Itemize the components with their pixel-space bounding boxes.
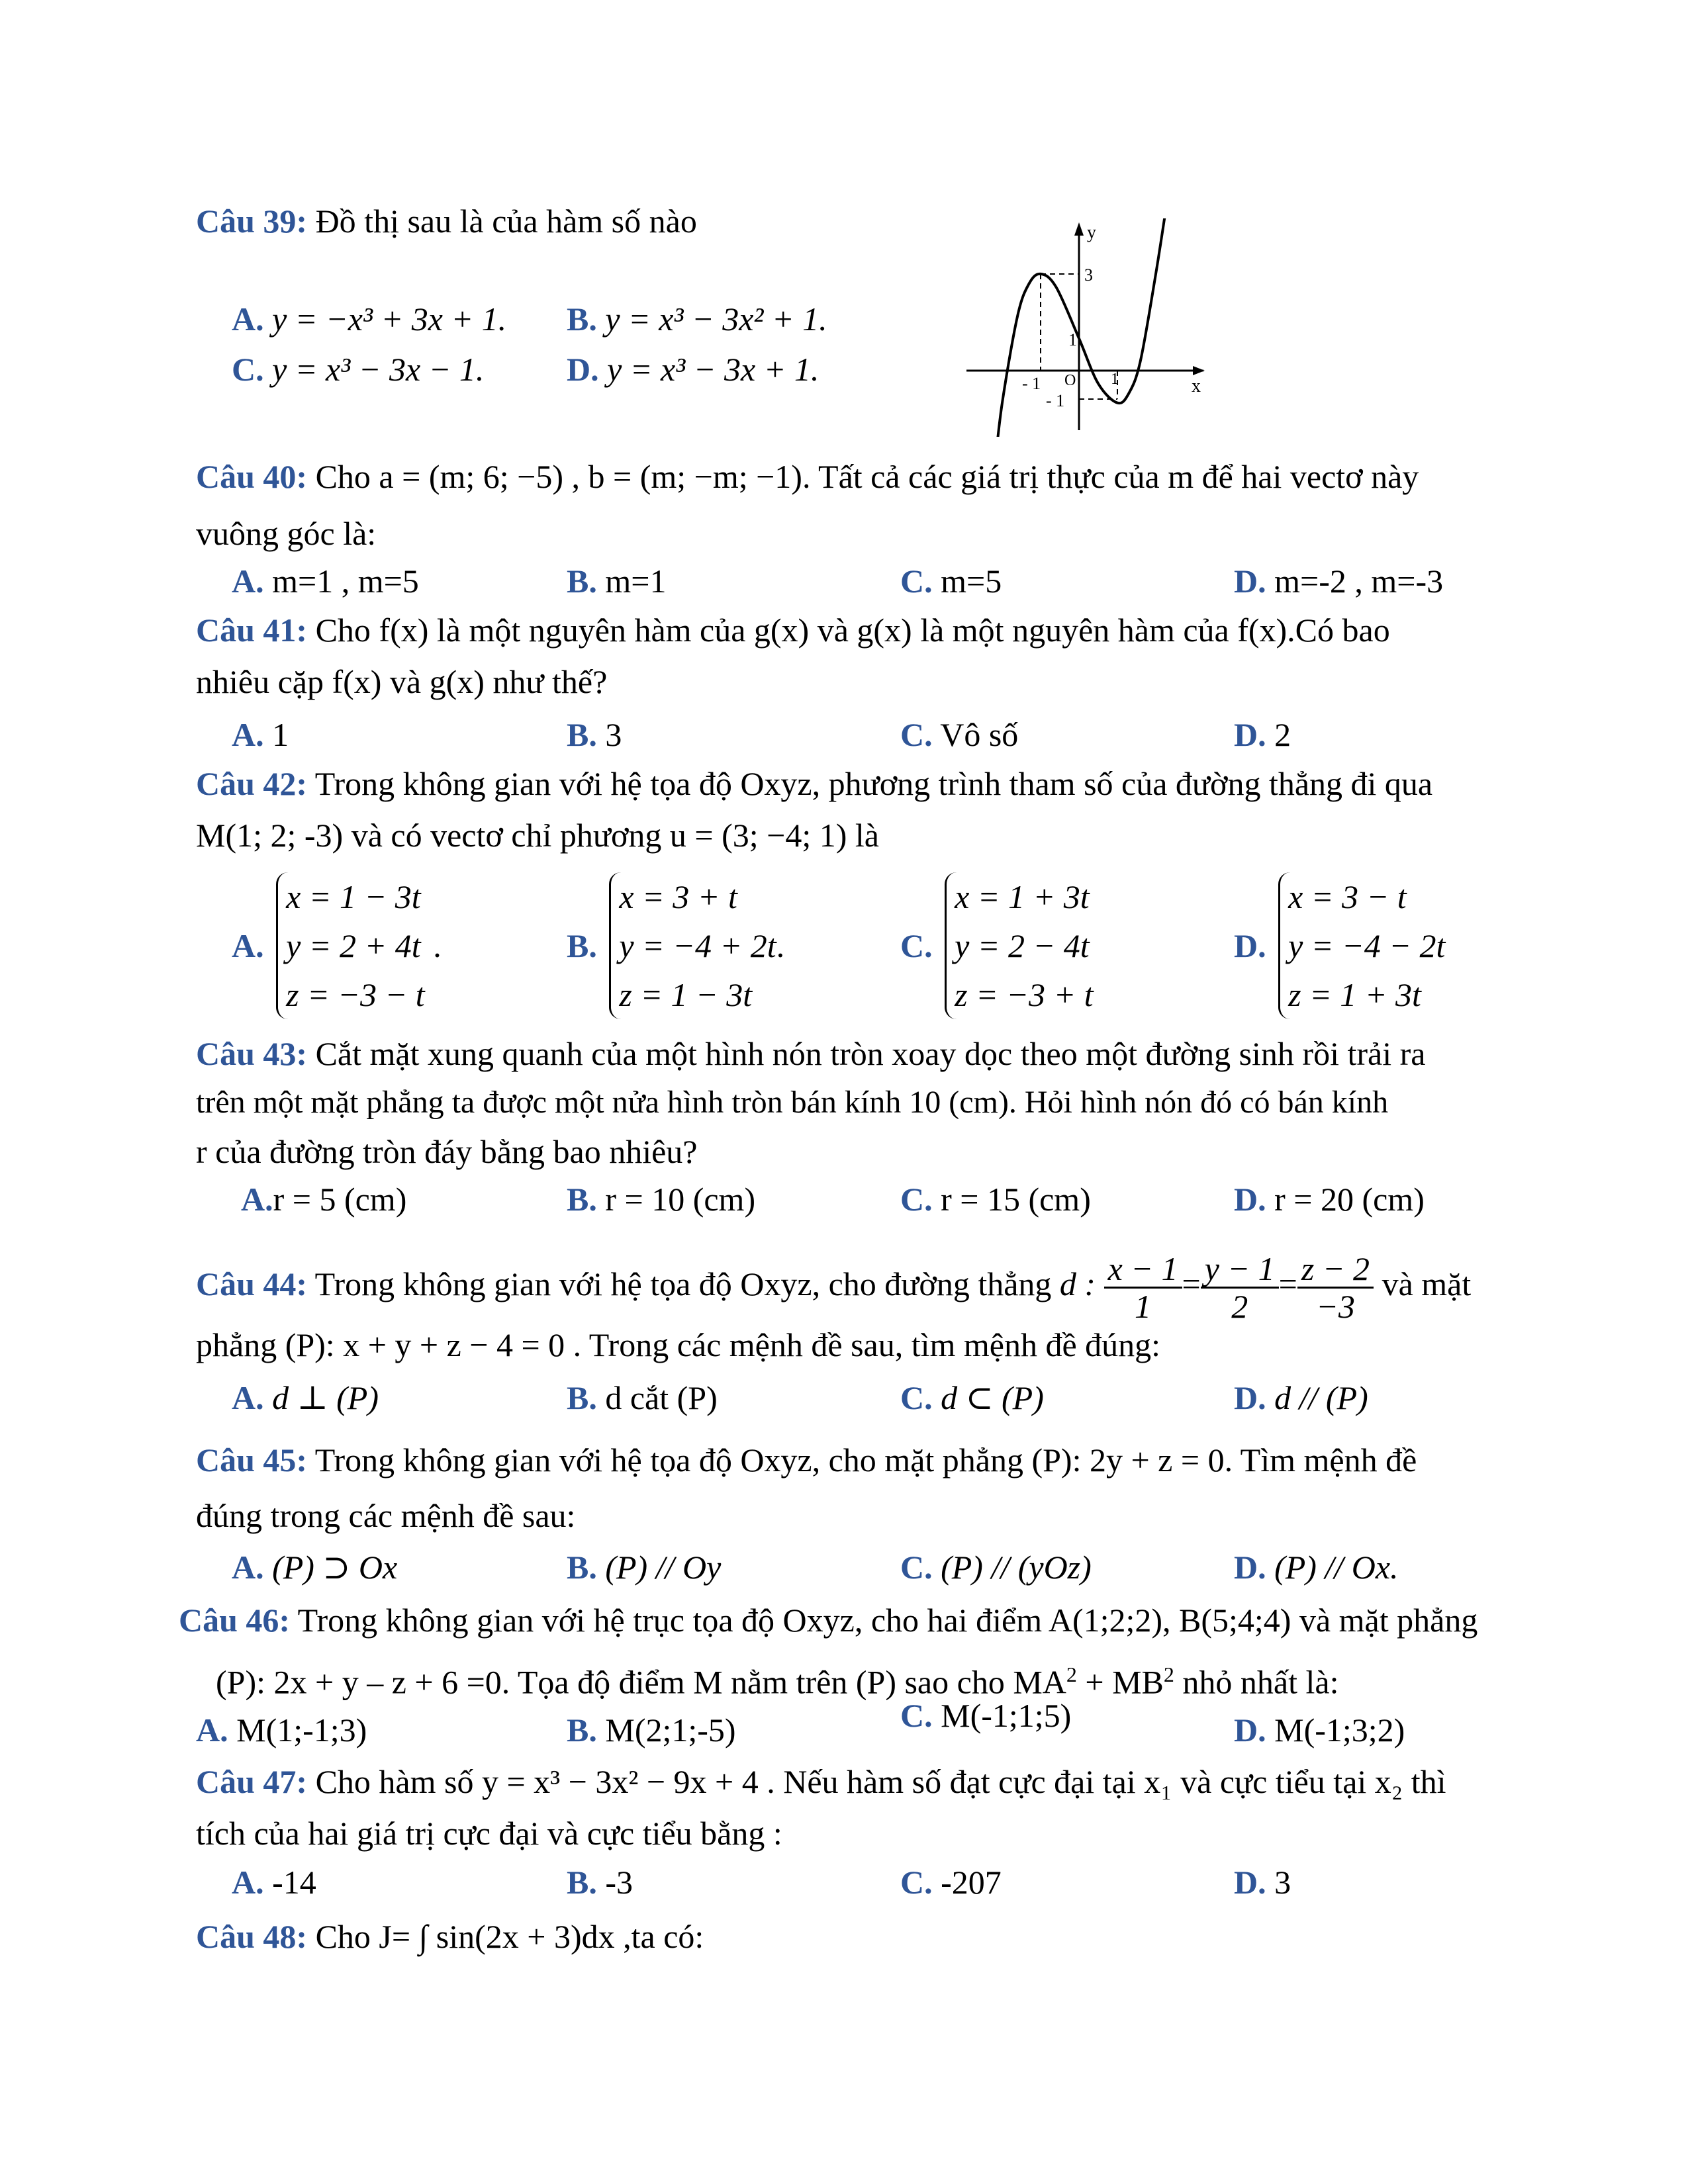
option-letter: C. xyxy=(232,351,264,388)
superscript: 2 xyxy=(1163,1662,1174,1686)
superscript: 2 xyxy=(1066,1662,1077,1686)
option-letter: D. xyxy=(1234,927,1266,964)
option-letter: D. xyxy=(1234,1864,1266,1901)
question-text-line1: Cho hàm số y = x³ − 3x² − 9x + 4 . Nếu hàm số đạt cực đại tại x₁ và cực tiểu tại x₂ thì xyxy=(315,1763,1446,1800)
option-letter: D. xyxy=(567,351,599,388)
q46-option-d[interactable] xyxy=(1234,1710,1405,1750)
question-text: Đồ thị sau là của hàm số nào xyxy=(307,203,697,240)
question-47 xyxy=(196,1762,1446,1801)
question-46 xyxy=(179,1600,1477,1640)
option-value: (P) ⊃ Ox xyxy=(272,1549,398,1586)
option-letter: D. xyxy=(1234,716,1266,753)
equation-system xyxy=(276,872,425,1019)
q47-option-b[interactable] xyxy=(567,1862,633,1902)
option-value: r = 10 (cm) xyxy=(605,1181,756,1218)
q42-option-a[interactable] xyxy=(232,872,442,1019)
question-text-line1: Cho f(x) là một nguyên hàm của g(x) và g(x) là một nguyên hàm của f(x).Có bao xyxy=(315,612,1390,649)
question-45 xyxy=(196,1440,1417,1480)
option-value: 3 xyxy=(596,716,622,753)
q47-option-c[interactable] xyxy=(900,1862,1002,1902)
equals-sign: = xyxy=(1182,1265,1201,1302)
question-label: Câu 46: xyxy=(179,1602,291,1639)
option-value: M(-1;1;5) xyxy=(932,1697,1072,1734)
option-value: -14 xyxy=(263,1864,316,1901)
option-letter: C. xyxy=(900,563,933,600)
equation-system xyxy=(945,872,1094,1019)
fraction-numerator: x − 1 xyxy=(1104,1251,1182,1289)
option-letter: C. xyxy=(900,716,933,753)
q41-option-c[interactable] xyxy=(900,715,1018,754)
question-label: Câu 42: xyxy=(196,765,308,802)
equation-x: x = 1 + 3t xyxy=(955,878,1090,915)
question-text-line1: Trong không gian với hệ trục tọa độ Oxyz, cho hai điểm A(1;2;2), B(5;4;4) và mặt phẳng xyxy=(290,1602,1478,1639)
question-44 xyxy=(196,1244,1471,1324)
tick-label-1-y: 1 xyxy=(1068,330,1077,349)
equation-x: x = 3 + t xyxy=(619,878,737,915)
q47-option-d[interactable] xyxy=(1234,1862,1291,1902)
equation-z: z = −3 + t xyxy=(955,976,1094,1013)
tick-label-neg1-y: - 1 xyxy=(1046,391,1065,410)
q39-option-a[interactable] xyxy=(232,299,506,339)
question-text-line1: Cho a = (m; 6; −5) , b = (m; −m; −1). Tất cả các giá trị thực của m để hai vectơ này xyxy=(315,458,1419,495)
option-value: 1 xyxy=(263,716,289,753)
question-43 xyxy=(196,1034,1425,1073)
option-value: -3 xyxy=(596,1864,633,1901)
question-40 xyxy=(196,457,1419,496)
question-label: Câu 45: xyxy=(196,1441,308,1479)
option-value: r = 5 (cm) xyxy=(273,1181,407,1218)
equation-x: x = 1 − 3t xyxy=(286,878,421,915)
origin-label: O xyxy=(1064,372,1076,389)
option-value: y = x³ − 3x − 1. xyxy=(272,351,485,388)
question-39 xyxy=(196,201,697,241)
option-letter: D. xyxy=(1234,1549,1266,1586)
y-axis-arrow xyxy=(1074,222,1084,236)
option-letter: B. xyxy=(567,1181,597,1218)
fraction-denominator: 2 xyxy=(1231,1288,1248,1326)
q45-option-d[interactable] xyxy=(1234,1547,1399,1587)
q42-option-d[interactable] xyxy=(1234,872,1445,1019)
question-label: Câu 41: xyxy=(196,612,308,649)
option-letter: A. xyxy=(232,716,264,753)
question-43-line3: r của đường tròn đáy bằng bao nhiêu? xyxy=(196,1133,698,1170)
option-letter: C. xyxy=(900,1549,933,1586)
option-value: m=5 xyxy=(932,563,1002,600)
option-value: (P) // (yOz) xyxy=(941,1549,1092,1586)
axis-label-x: x xyxy=(1192,376,1201,396)
option-letter: C. xyxy=(900,1379,933,1416)
fraction-numerator: y − 1 xyxy=(1201,1251,1279,1289)
option-value: y = x³ − 3x + 1. xyxy=(607,351,820,388)
q47-option-a[interactable] xyxy=(232,1862,316,1902)
option-value: d cắt (P) xyxy=(596,1379,718,1416)
q41-option-a[interactable] xyxy=(232,715,289,754)
q42-option-b[interactable] xyxy=(567,872,784,1019)
option-letter: A. xyxy=(241,1181,273,1218)
option-letter: B. xyxy=(567,716,597,753)
option-value: m=1 , m=5 xyxy=(263,563,419,600)
question-label: Câu 47: xyxy=(196,1763,308,1800)
equation-z: z = −3 − t xyxy=(286,976,425,1013)
option-value: Vô số xyxy=(932,716,1019,753)
option-tail: . xyxy=(776,927,785,964)
q46-option-c[interactable] xyxy=(900,1696,1071,1735)
question-47-line2: tích của hai giá trị cực đại và cực tiểu bằng : xyxy=(196,1815,782,1852)
option-letter: C. xyxy=(900,1697,933,1734)
option-value: (P) // Ox. xyxy=(1274,1549,1399,1586)
equals-sign: = xyxy=(1278,1265,1297,1302)
q39-option-d[interactable] xyxy=(567,349,819,389)
option-value: r = 15 (cm) xyxy=(941,1181,1091,1218)
q44-option-a[interactable] xyxy=(232,1378,379,1418)
question-text-line1: Cắt mặt xung quanh của một hình nón tròn xoay dọc theo một đường sinh rồi trải ra xyxy=(315,1035,1426,1072)
question-46-line2 xyxy=(216,1655,1338,1702)
cubic-curve xyxy=(994,218,1167,437)
fraction-y xyxy=(1201,1251,1279,1324)
question-40-line2: vuông góc là: xyxy=(196,515,377,552)
equation-y: y = −4 − 2t xyxy=(1288,927,1446,964)
q41-option-d[interactable] xyxy=(1234,715,1291,754)
equation-z: z = 1 + 3t xyxy=(1288,976,1421,1013)
option-value: m=-2 , m=-3 xyxy=(1266,563,1444,600)
option-value: M(-1;3;2) xyxy=(1266,1711,1405,1749)
option-value: M(1;-1;3) xyxy=(228,1711,367,1749)
question-text-line1: Trong không gian với hệ tọa độ Oxyz, cho mặt phẳng (P): 2y + z = 0. Tìm mệnh đề xyxy=(314,1441,1417,1479)
tick-label-neg1-x: - 1 xyxy=(1022,374,1041,393)
question-41-line2: nhiêu cặp f(x) và g(x) như thế? xyxy=(196,663,608,700)
question-text: Cho J= ∫ sin(2x + 3)dx ,ta có: xyxy=(307,1918,704,1955)
question-text-line1: Trong không gian với hệ tọa độ Oxyz, phương trình tham số của đường thẳng đi qua xyxy=(314,765,1433,802)
question-text-part: + MB xyxy=(1076,1663,1164,1701)
question-text-part: nhỏ nhất là: xyxy=(1174,1663,1339,1701)
option-letter: A. xyxy=(232,563,264,600)
q44-option-c[interactable] xyxy=(900,1378,1044,1418)
option-value: d // (P) xyxy=(1274,1379,1368,1416)
question-48 xyxy=(196,1917,704,1956)
option-letter: B. xyxy=(567,1711,597,1749)
q46-option-b[interactable] xyxy=(567,1710,736,1750)
tick-label-1-x: 1 xyxy=(1111,371,1119,388)
fraction-z xyxy=(1297,1251,1374,1324)
question-41 xyxy=(196,610,1390,650)
question-43-line2: trên một mặt phẳng ta được một nửa hình tròn bán kính 10 (cm). Hỏi hình nón đó có bán kính xyxy=(196,1085,1389,1120)
question-text-part: (P): 2x + y – z + 6 =0. Tọa độ điểm M nằm trên (P) sao cho MA xyxy=(216,1663,1066,1701)
option-letter: A. xyxy=(232,300,264,338)
option-letter: B. xyxy=(567,1549,597,1586)
equation-y: y = 2 − 4t xyxy=(955,927,1090,964)
option-letter: D. xyxy=(1234,1379,1266,1416)
question-text: Trong không gian với hệ tọa độ Oxyz, cho đường thẳng xyxy=(307,1265,1060,1302)
equation-system xyxy=(609,872,776,1019)
option-letter: B. xyxy=(567,300,597,338)
option-letter: C. xyxy=(900,927,933,964)
question-text-after: và mặt xyxy=(1382,1265,1472,1302)
option-letter: A. xyxy=(196,1711,228,1749)
q40-option-d[interactable] xyxy=(1234,561,1443,601)
option-value: y = −x³ + 3x + 1. xyxy=(272,300,507,338)
option-value: M(2;1;-5) xyxy=(596,1711,736,1749)
option-value: y = x³ − 3x² + 1. xyxy=(605,300,827,338)
q46-option-a[interactable] xyxy=(196,1710,367,1750)
question-label: Câu 48: xyxy=(196,1918,308,1955)
question-label: Câu 40: xyxy=(196,458,308,495)
q45-option-a[interactable] xyxy=(232,1547,397,1587)
option-value: (P) // Oy xyxy=(605,1549,722,1586)
function-graph xyxy=(960,218,1211,437)
option-value: d ⊥ (P) xyxy=(272,1379,379,1416)
fraction-numerator: z − 2 xyxy=(1297,1251,1374,1289)
option-value: -207 xyxy=(932,1864,1002,1901)
q43-option-c[interactable] xyxy=(900,1179,1091,1219)
option-letter: D. xyxy=(1234,1181,1266,1218)
equation-z: z = 1 − 3t xyxy=(619,976,753,1013)
question-42 xyxy=(196,764,1432,803)
line-d-prefix: d : xyxy=(1059,1265,1096,1302)
option-letter: D. xyxy=(1234,563,1266,600)
x-axis-arrow xyxy=(1193,366,1205,375)
q45-option-b[interactable] xyxy=(567,1547,721,1587)
question-45-line2: đúng trong các mệnh đề sau: xyxy=(196,1497,576,1534)
option-letter: C. xyxy=(900,1181,933,1218)
axis-label-y: y xyxy=(1087,222,1096,243)
option-value: 2 xyxy=(1266,716,1291,753)
q39-option-b[interactable] xyxy=(567,299,827,339)
fraction-x xyxy=(1104,1251,1182,1324)
q40-option-c[interactable] xyxy=(900,561,1002,601)
q43-option-d[interactable] xyxy=(1234,1179,1425,1219)
option-value: m=1 xyxy=(596,563,667,600)
option-letter: C. xyxy=(900,1864,933,1901)
option-letter: A. xyxy=(232,1864,264,1901)
option-tail: . xyxy=(424,927,442,964)
q41-option-b[interactable] xyxy=(567,715,622,754)
option-value: r = 20 (cm) xyxy=(1274,1181,1425,1218)
option-letter: B. xyxy=(567,1864,597,1901)
fraction-denominator: −3 xyxy=(1316,1288,1355,1326)
q43-option-b[interactable] xyxy=(567,1179,755,1219)
option-letter: A. xyxy=(232,1549,264,1586)
fraction-denominator: 1 xyxy=(1135,1288,1152,1326)
q39-option-c[interactable] xyxy=(232,349,484,389)
option-letter: A. xyxy=(232,927,264,964)
option-letter: D. xyxy=(1234,1711,1266,1749)
q43-option-a[interactable] xyxy=(241,1179,406,1219)
option-letter: B. xyxy=(567,563,597,600)
equation-y: y = −4 + 2t xyxy=(619,927,776,964)
option-letter: B. xyxy=(567,927,597,964)
tick-label-3: 3 xyxy=(1084,265,1093,285)
option-value: d ⊂ (P) xyxy=(941,1379,1044,1416)
q40-option-a[interactable] xyxy=(232,561,419,601)
question-42-line2: M(1; 2; -3) và có vectơ chỉ phương u = (3; −4; 1) là xyxy=(196,817,879,854)
question-label: Câu 44: xyxy=(196,1265,308,1302)
equation-system xyxy=(1278,872,1445,1019)
question-44-line2: phẳng (P): x + y + z − 4 = 0 . Trong các mệnh đề sau, tìm mệnh đề đúng: xyxy=(196,1326,1161,1363)
question-label: Câu 43: xyxy=(196,1035,308,1072)
q45-option-c[interactable] xyxy=(900,1547,1092,1587)
q40-option-b[interactable] xyxy=(567,561,666,601)
option-letter: B. xyxy=(567,1379,597,1416)
q42-option-c[interactable] xyxy=(900,872,1094,1019)
equation-y: y = 2 + 4t xyxy=(286,927,421,964)
option-letter: A. xyxy=(232,1379,264,1416)
q44-option-d[interactable] xyxy=(1234,1378,1368,1418)
option-value: 3 xyxy=(1266,1864,1291,1901)
question-label: Câu 39: xyxy=(196,203,308,240)
equation-x: x = 3 − t xyxy=(1288,878,1407,915)
q44-option-b[interactable] xyxy=(567,1378,718,1418)
